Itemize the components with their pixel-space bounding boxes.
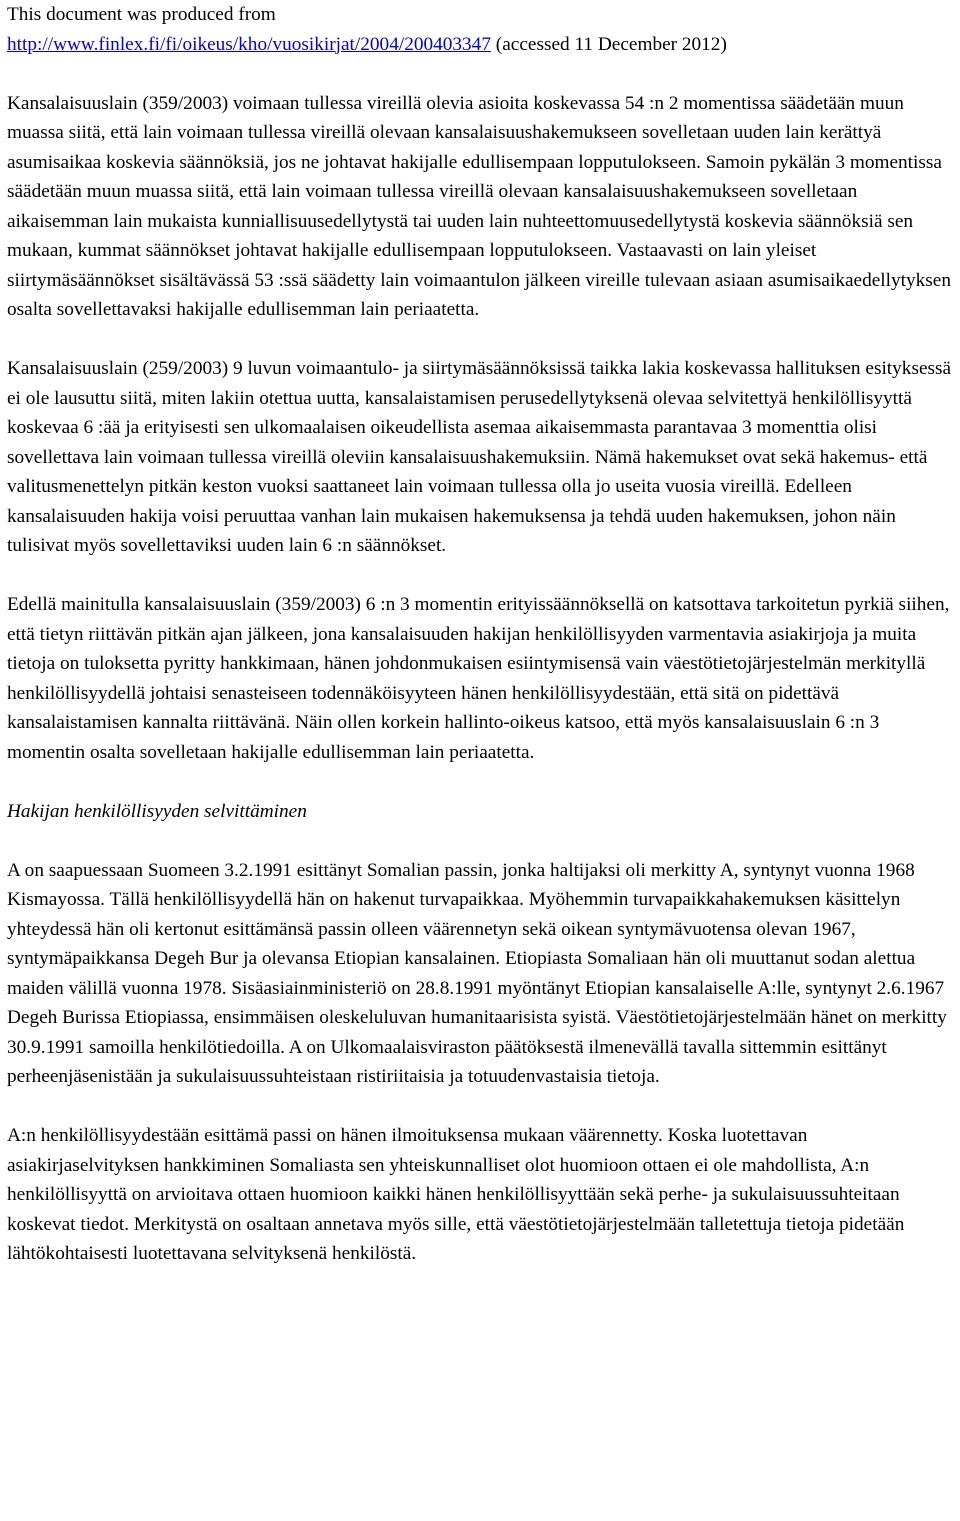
paragraph-section-6: Edellä mainitulla kansalaisuuslain (359/2003) 6 :n 3 momentin erityissäännöksellä on katsottava tarkoitetun pyrkiä siihen, että tietyn riittävän pitkän ajan jälkeen, jona kansalaisuuden hakijan henkilöllisyyden varmentavia asiakirjoja ja muita tietoja on tuloksetta pyritty hankkimaan, hänen johdonmukaisen esiintymisensä vain väestötietojärjestelmän merkityllä henkilöllisyydellä johtaisi senasteiseen todennäköisyyteen hänen henkilöllisyydestään, että sitä on pidettävä kansalaistamisen kannalta riittävänä. Näin ollen korkein hallinto-oikeus katsoo, että myös kansalaisuuslain 6 :n 3 momentin osalta sovelletaan hakijalle edullisemman lain periaatetta.: [7, 594, 950, 763]
accessed-date: (accessed 11 December 2012): [490, 33, 727, 55]
spacer: [7, 325, 960, 355]
paragraph-transition-rules: Kansalaisuuslain (359/2003) voimaan tullessa vireillä olevia asioita koskevassa 54 :n 2 momentissa säädetään muun muassa siitä, että lain voimaan tullessa vireillä olevaan kansalaisuushakemukseen sovelletaan uuden lain kerättyä asumisaikaa koskevia säännöksiä, jos ne johtavat hakijalle edullisempaan lopputulokseen. Samoin pykälän 3 momentissa säädetään muun muassa siitä, että lain voimaan tullessa vireillä olevaan kansalaisuushakemukseen sovelletaan aikaisemman lain mukaista kunniallisuusedellytystä tai uuden lain nuhteettomuusedellytystä koskevia säännöksiä sen mukaan, kummat säännökset johtavat hakijalle edullisempaan lopputulokseen. Vastaavasti on lain yleiset siirtymäsäännökset sisältävässä 53 :ssä säädetty lain voimaantulon jälkeen vireille tulevaan asiaan asumisaikaedellytyksen osalta sovellettavaksi hakijalle edullisemman lain periaatetta.: [7, 92, 951, 320]
produced-from-text: This document was produced from: [7, 4, 276, 25]
document-header: [7, 0, 960, 59]
paragraph-chapter-9: Kansalaisuuslain (259/2003) 9 luvun voimaantulo- ja siirtymäsäännöksissä taikka lakia koskevassa hallituksen esityksessä ei ole lausuttu siitä, miten lakiin otettua uutta, kansalaistamisen perusedellytyksenä olevaa selvitettyä henkilöllisyyttä koskevaa 6 :ää ja erityisesti sen ulkomaalaisen oikeudellista asemaa aikaisemmasta parantavaa 3 momenttia olisi sovellettava lain voimaan tullessa vireillä oleviin kansalaisuushakemuksiin. Nämä hakemukset ovat sekä hakemus- että valitusmenettelyn pitkän keston vuoksi saattaneet lain voimaan tullessa olla jo useita vuosia vireillä. Edelleen kansalaisuuden hakija voisi peruuttaa vanhan lain mukaisen hakemuksensa ja tehdä uuden hakemuksen, johon näin tulisivat myös sovellettaviksi uuden lain 6 :n säännökset.: [7, 358, 952, 556]
paragraph-passport: A:n henkilöllisyydestään esittämä passi on hänen ilmoituksensa mukaan väärennetty. Koska luotettavan asiakirjaselvityksen hankkiminen Somaliasta sen yhteiskunnalliset olot huomioon ottaen ei ole mahdollista, A:n henkilöllisyyttä on arvioitava ottaen huomioon kaikki hänen henkilöllisyyttään sekä perhe- ja sukulaisuussuhteitaan koskevat tiedot. Merkitystä on osaltaan annetava myös sille, että väestötietojärjestelmään talletettuja tietoja pidetään lähtökohtaisesti luotettavana selvityksenä henkilöstä.: [7, 1125, 905, 1264]
spacer: [7, 826, 960, 856]
source-link[interactable]: http://www.finlex.fi/fi/oikeus/kho/vuosikirjat/2004/200403347: [7, 33, 491, 55]
spacer: [7, 1092, 960, 1122]
spacer: [7, 561, 960, 591]
source-line: [7, 30, 960, 60]
spacer: [7, 767, 960, 797]
paragraph-arrival: A on saapuessaan Suomeen 3.2.1991 esittänyt Somalian passin, jonka haltijaksi oli merkitty A, syntynyt vuonna 1968 Kismayossa. Tällä henkilöllisyydellä hän on hakenut turvapaikkaa. Myöhemmin turvapaikkahakemuksen käsittelyn yhteydessä hän oli kertonut esittämänsä passin olleen väärennetyn sekä oikean syntymävuotensa olevan 1967, syntymäpaikkansa Degeh Bur ja olevansa Etiopian kansalainen. Etiopiasta Somaliaan hän oli muuttanut sodan alettua maiden välillä vuonna 1978. Sisäasiainministeriö on 28.8.1991 myöntänyt Etiopian kansalaiselle A:lle, syntynyt 2.6.1967 Degeh Burissa Etiopiassa, ensimmäisen oleskeluluvan humanitaarisista syistä. Väestötietojärjestelmään hänet on merkitty 30.9.1991 samoilla henkilötiedoilla. A on Ulkomaalaisviraston päätöksestä ilmenevällä tavalla sittemmin esittänyt perheenjäsenistään ja sukulaisuussuhteistaan ristiriitaisia ja totuudenvastaisia tietoja.: [7, 859, 947, 1087]
spacer: [7, 59, 960, 89]
section-heading: Hakijan henkilöllisyyden selvittäminen: [7, 800, 307, 822]
